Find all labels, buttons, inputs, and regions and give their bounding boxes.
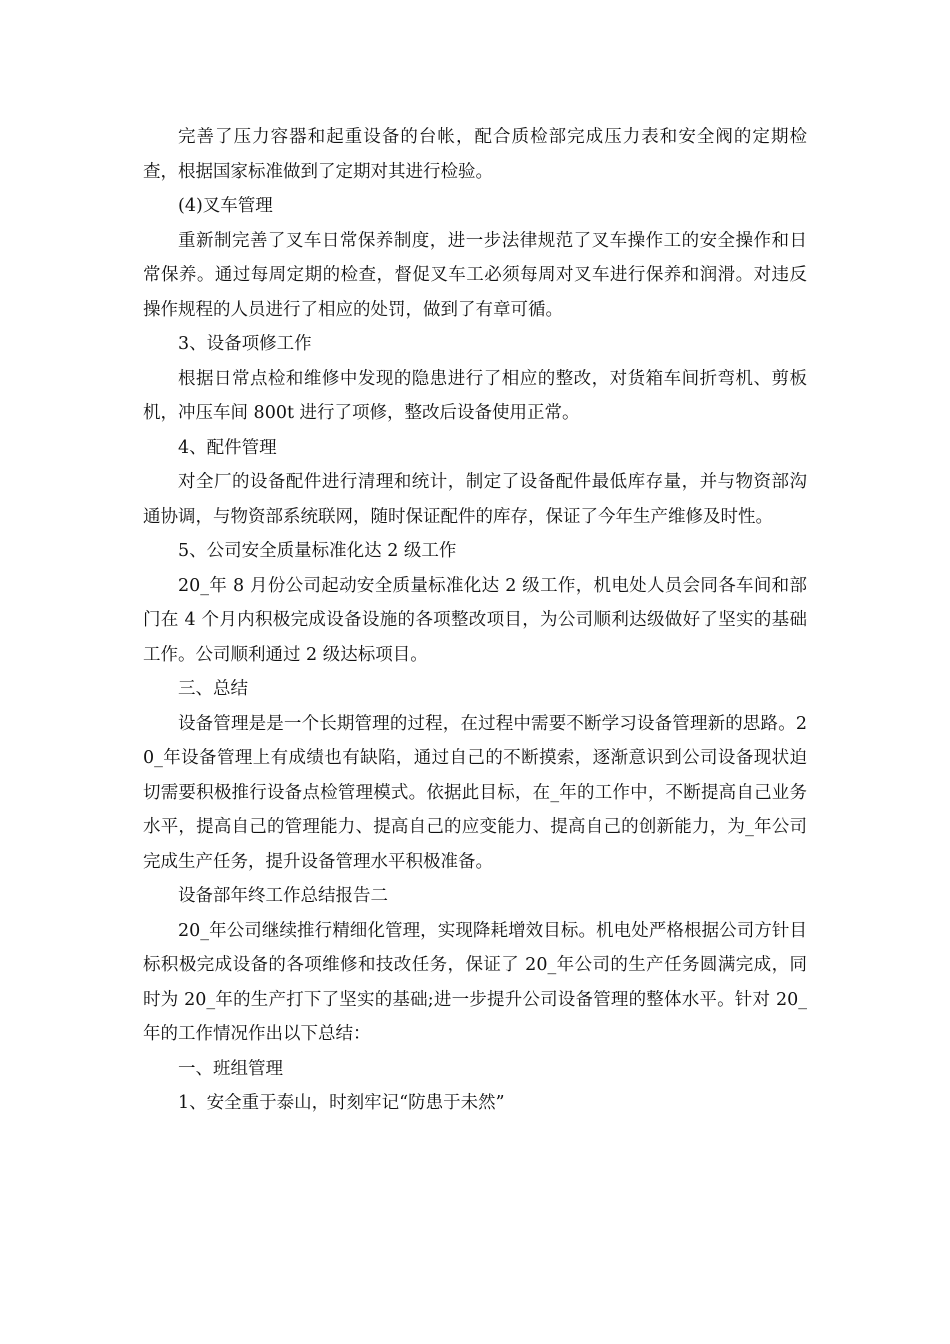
document-body <box>143 120 807 1121</box>
paragraph: 完善了压力容器和起重设备的台帐，配合质检部完成压力表和安全阀的定期检查，根据国家标准做到了定期对其进行检验。 <box>143 127 807 182</box>
paragraph: 设备管理是是一个长期管理的过程，在过程中需要不断学习设备管理新的思路。20_年设备管理上有成绩也有缺陷，通过自己的不断摸索，逐渐意识到公司设备现状迫切需要积极推行设备点检管理模式。依据此目标，在_年的工作中，不断提高自己业务水平，提高自己的管理能力、提高自己的应变能力、提高自己的创新能力，为_年公司完成生产任务，提升设备管理水平积极准备。 <box>143 713 807 872</box>
paragraph: 重新制完善了叉车日常保养制度，进一步法律规范了叉车操作工的安全操作和日常保养。通过每周定期的检查，督促叉车工必须每周对叉车进行保养和润滑。对违反操作规程的人员进行了相应的处罚，做到了有章可循。 <box>143 230 807 320</box>
report-title: 设备部年终工作总结报告二 <box>178 886 388 906</box>
paragraph: 20_年 8 月份公司起动安全质量标准化达 2 级工作，机电处人员会同各车间和部门在 4 个月内积极完成设备设施的各项整改项目，为公司顺利达级做好了坚实的基础工作。公司顺利通过 2 级达标项目。 <box>143 575 807 665</box>
paragraph: 对全厂的设备配件进行清理和统计，制定了设备配件最低库存量，并与物资部沟通协调，与物资部系统联网，随时保证配件的库存，保证了今年生产维修及时性。 <box>143 472 807 527</box>
paragraph: 根据日常点检和维修中发现的隐患进行了相应的整改，对货箱车间折弯机、剪板机，冲压车间 800t 进行了项修，整改后设备使用正常。 <box>143 368 807 423</box>
section-heading: 4、配件管理 <box>178 437 277 458</box>
section-heading: 3、设备项修工作 <box>178 334 312 354</box>
section-heading: 5、公司安全质量标准化达 2 级工作 <box>178 541 457 561</box>
section-heading: 一、班组管理 <box>178 1058 283 1079</box>
paragraph: 20_年公司继续推行精细化管理，实现降耗增效目标。机电处严格根据公司方针目标积极完成设备的各项维修和技改任务，保证了 20_年公司的生产任务圆满完成，同时为 20_年的生产打下了坚实的基础;进一步提升公司设备管理的整体水平。针对 20_年的工作情况作出以下总结： <box>143 920 807 1044</box>
section-heading: 1、安全重于泰山，时刻牢记“防患于未然” <box>178 1093 505 1113</box>
subsection-heading: (4)叉车管理 <box>178 196 273 216</box>
section-heading: 三、总结 <box>178 679 248 699</box>
